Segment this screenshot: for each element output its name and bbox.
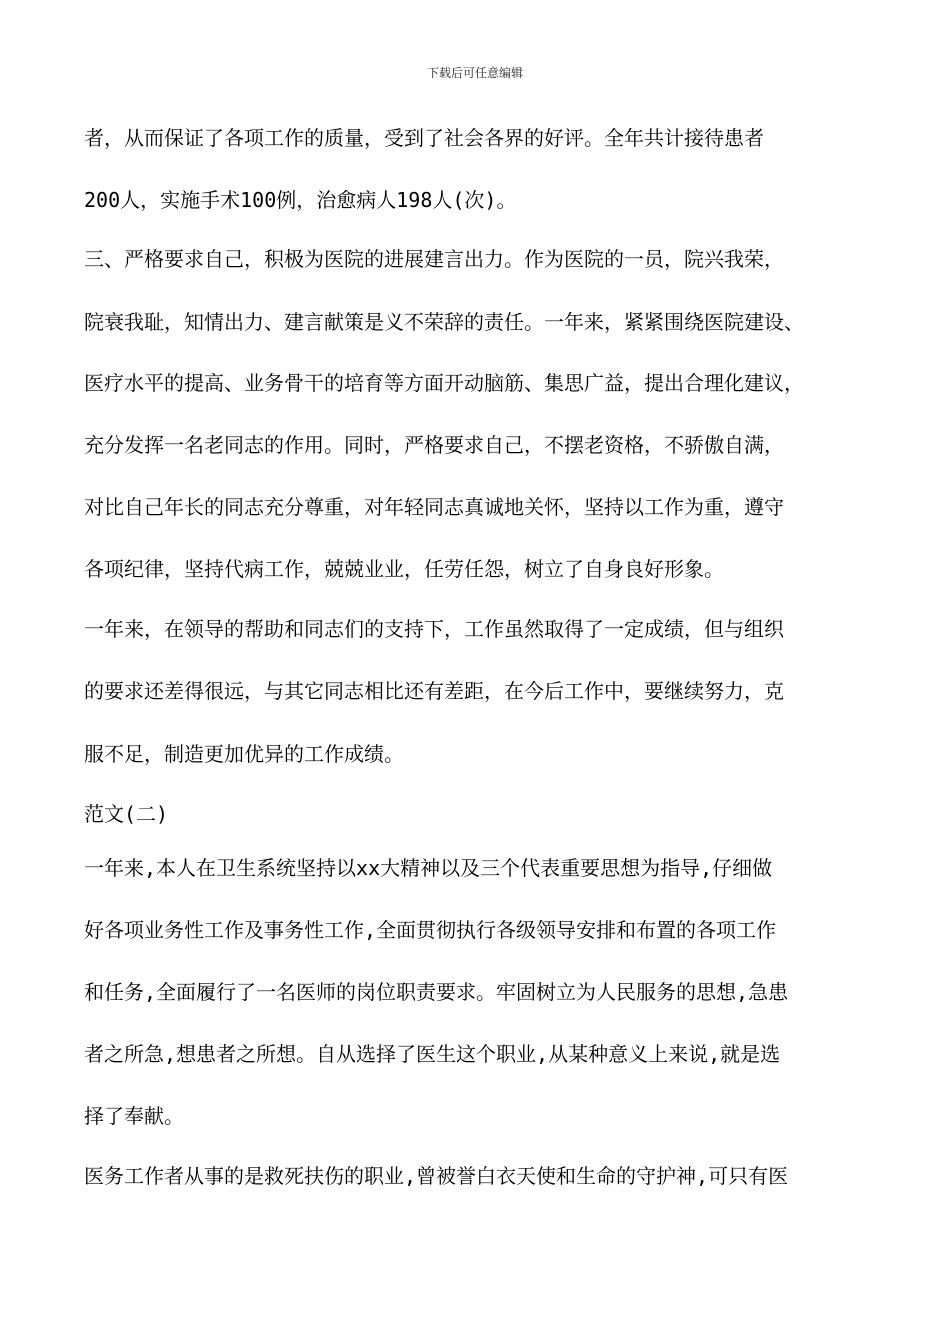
text-line: 好各项业务性工作及事务性工作,全面贯彻执行各级领导安排和布置的各项工作 (84, 918, 777, 942)
text-line: 充分发挥一名老同志的作用。同时，严格要求自己，不摆老资格，不骄傲自满， (84, 433, 784, 457)
text-line: 择了奉献。 (84, 1104, 184, 1128)
text-line: 者之所急,想患者之所想。自从选择了医生这个职业,从某种意义上来说,就是选 (84, 1042, 781, 1066)
text-line: 一年来，在领导的帮助和同志们的支持下，工作虽然取得了一定成绩，但与组织 (84, 617, 784, 641)
text-line: 院衰我耻，知情出力、建言献策是义不荣辞的责任。一年来，紧紧围绕医院建设、 (84, 310, 804, 334)
text-line: 医务工作者从事的是救死扶伤的职业,曾被誉白衣天使和生命的守护神,可只有医 (84, 1164, 789, 1188)
text-line: 一年来,本人在卫生系统坚持以xx大精神以及三个代表重要思想为指导,仔细做 (84, 856, 773, 880)
page-header: 下载后可任意编辑 (426, 66, 523, 80)
text-line: 的要求还差得很远，与其它同志相比还有差距，在今后工作中，要继续努力，克 (84, 679, 784, 703)
section-heading: 范文(二) (84, 802, 169, 826)
text-line: 三、严格要求自己，积极为医院的进展建言出力。作为医院的一员，院兴我荣， (84, 247, 784, 271)
text-line: 各项纪律，坚持代病工作，兢兢业业，任劳任怨，树立了自身良好形象。 (84, 557, 724, 581)
text-line: 200人，实施手术100例，治愈病人198人(次)。 (84, 188, 517, 212)
text-line: 者，从而保证了各项工作的质量，受到了社会各界的好评。全年共计接待患者 (84, 126, 764, 150)
text-line: 和任务,全面履行了一名医师的岗位职责要求。牢固树立为人民服务的思想,急患 (84, 980, 789, 1004)
text-line: 服不足，制造更加优异的工作成绩。 (84, 742, 404, 766)
text-line: 医疗水平的提高、业务骨干的培育等方面开动脑筋、集思广益，提出合理化建议， (84, 371, 804, 395)
text-line: 对比自己年长的同志充分尊重，对年轻同志真诚地关怀，坚持以工作为重，遵守 (84, 495, 784, 519)
